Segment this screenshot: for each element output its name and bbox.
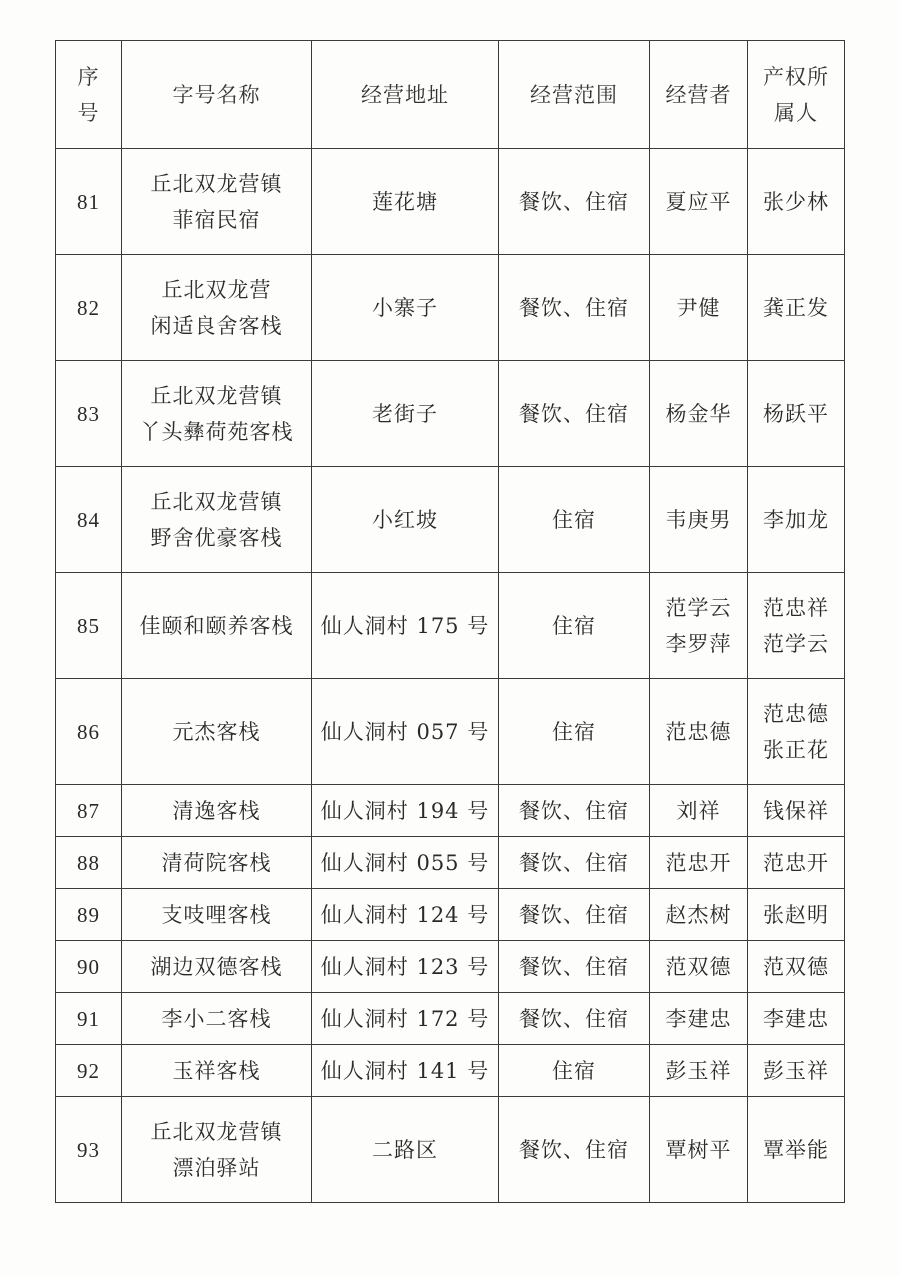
cell-name-line: 湖边双德客栈 [150, 954, 283, 979]
cell-operator [650, 1097, 748, 1203]
cell-name [122, 837, 312, 889]
cell-address: 仙人洞村 175 号 [312, 573, 499, 679]
cell-seq: 90 [56, 941, 122, 993]
cell-operator [650, 1045, 748, 1097]
table-row [56, 255, 845, 361]
cell-seq: 86 [56, 679, 122, 785]
table-row [56, 837, 845, 889]
cell-address: 小红坡 [312, 467, 499, 573]
cell-name-line: 元杰客栈 [172, 719, 261, 744]
cell-operator [650, 785, 748, 837]
cell-address: 仙人洞村 141 号 [312, 1045, 499, 1097]
cell-name [122, 1045, 312, 1097]
table-row [56, 361, 845, 467]
cell-name [122, 993, 312, 1045]
cell-scope: 餐饮、住宿 [499, 837, 650, 889]
cell-owner-line: 范忠开 [763, 850, 829, 875]
cell-scope: 餐饮、住宿 [499, 941, 650, 993]
cell-address: 仙人洞村 055 号 [312, 837, 499, 889]
table-row [56, 785, 845, 837]
cell-name [122, 1097, 312, 1203]
cell-operator [650, 941, 748, 993]
cell-owner [748, 1045, 845, 1097]
table-row [56, 467, 845, 573]
cell-owner-line: 钱保祥 [763, 798, 829, 823]
table-row [56, 889, 845, 941]
cell-seq: 89 [56, 889, 122, 941]
cell-address: 二路区 [312, 1097, 499, 1203]
cell-address: 仙人洞村 194 号 [312, 785, 499, 837]
cell-operator-line: 彭玉祥 [665, 1058, 732, 1083]
cell-scope: 餐饮、住宿 [499, 255, 650, 361]
cell-owner [748, 1097, 845, 1203]
cell-operator [650, 467, 748, 573]
cell-name [122, 467, 312, 573]
table-row [56, 993, 845, 1045]
cell-name-line: 佳颐和颐养客栈 [139, 613, 294, 638]
header-scope: 经营范围 [499, 41, 650, 149]
cell-owner [748, 255, 845, 361]
cell-owner-line: 覃举能 [763, 1137, 829, 1162]
cell-name-line: 丘北双龙营镇 [150, 171, 283, 196]
cell-name-line: 丘北双龙营 [161, 277, 272, 302]
cell-name-line: 漂泊驿站 [172, 1155, 261, 1180]
cell-name-line: 玉祥客栈 [172, 1058, 261, 1083]
cell-owner-line: 李加龙 [763, 507, 829, 532]
header-name: 字号名称 [122, 41, 312, 149]
cell-operator-line: 夏应平 [665, 189, 732, 214]
cell-owner [748, 679, 845, 785]
cell-name [122, 361, 312, 467]
cell-name [122, 255, 312, 361]
table-row [56, 1097, 845, 1203]
cell-scope: 餐饮、住宿 [499, 361, 650, 467]
cell-name-line: 清逸客栈 [172, 798, 261, 823]
cell-name [122, 679, 312, 785]
cell-operator-line: 范学云 [665, 595, 732, 620]
cell-seq: 92 [56, 1045, 122, 1097]
cell-name-line: 菲宿民宿 [172, 207, 261, 232]
header-owner: 产权所 属人 [748, 41, 845, 149]
cell-owner-line: 龚正发 [763, 295, 829, 320]
table-row [56, 149, 845, 255]
cell-owner-line: 李建忠 [763, 1006, 829, 1031]
cell-address: 仙人洞村 123 号 [312, 941, 499, 993]
table-row [56, 1045, 845, 1097]
cell-owner [748, 149, 845, 255]
header-seq: 序 号 [56, 41, 122, 149]
cell-owner-line: 彭玉祥 [763, 1058, 829, 1083]
cell-operator-line: 尹健 [676, 295, 721, 320]
cell-operator-line: 赵杰树 [665, 902, 732, 927]
cell-address: 老街子 [312, 361, 499, 467]
cell-scope: 餐饮、住宿 [499, 149, 650, 255]
cell-name-line: 丫头彝荷苑客栈 [139, 419, 294, 444]
business-register-table [55, 40, 845, 1203]
cell-name-line: 丘北双龙营镇 [150, 383, 283, 408]
cell-operator-line: 范忠开 [665, 850, 732, 875]
cell-owner [748, 941, 845, 993]
cell-name-line: 清荷院客栈 [161, 850, 272, 875]
cell-name [122, 573, 312, 679]
cell-owner-line: 范忠祥 [763, 595, 829, 620]
cell-owner-line: 范双德 [763, 954, 829, 979]
cell-seq: 85 [56, 573, 122, 679]
cell-address: 莲花塘 [312, 149, 499, 255]
cell-operator [650, 993, 748, 1045]
cell-owner-line: 张正花 [763, 737, 829, 762]
cell-operator [650, 255, 748, 361]
cell-operator-line: 覃树平 [665, 1137, 732, 1162]
cell-operator-line: 范忠德 [665, 719, 732, 744]
cell-seq: 84 [56, 467, 122, 573]
cell-owner-line: 张赵明 [763, 902, 829, 927]
cell-address: 仙人洞村 172 号 [312, 993, 499, 1045]
cell-operator-line: 范双德 [665, 954, 732, 979]
table-row [56, 573, 845, 679]
cell-owner-line: 张少林 [763, 189, 829, 214]
cell-operator [650, 573, 748, 679]
table-header-row [56, 41, 845, 149]
cell-name [122, 785, 312, 837]
cell-seq: 81 [56, 149, 122, 255]
cell-operator [650, 361, 748, 467]
table-row [56, 941, 845, 993]
cell-name-line: 闲适良舍客栈 [150, 313, 283, 338]
cell-owner [748, 785, 845, 837]
cell-seq: 93 [56, 1097, 122, 1203]
cell-operator [650, 149, 748, 255]
cell-seq: 83 [56, 361, 122, 467]
cell-operator [650, 679, 748, 785]
cell-scope: 住宿 [499, 1045, 650, 1097]
header-address: 经营地址 [312, 41, 499, 149]
cell-scope: 餐饮、住宿 [499, 1097, 650, 1203]
cell-address: 小寨子 [312, 255, 499, 361]
cell-seq: 82 [56, 255, 122, 361]
cell-owner [748, 889, 845, 941]
cell-name-line: 野舍优豪客栈 [150, 525, 283, 550]
cell-owner [748, 573, 845, 679]
cell-name-line: 李小二客栈 [161, 1006, 272, 1031]
cell-operator-line: 杨金华 [665, 401, 732, 426]
cell-owner [748, 837, 845, 889]
cell-operator [650, 837, 748, 889]
cell-scope: 住宿 [499, 573, 650, 679]
table-body [56, 149, 845, 1203]
cell-name-line: 支吱哩客栈 [161, 902, 272, 927]
cell-scope: 住宿 [499, 679, 650, 785]
cell-operator-line: 李建忠 [665, 1006, 732, 1031]
cell-owner [748, 467, 845, 573]
cell-name [122, 941, 312, 993]
cell-operator-line: 李罗萍 [665, 631, 732, 656]
cell-scope: 餐饮、住宿 [499, 785, 650, 837]
cell-owner-line: 范学云 [763, 631, 829, 656]
cell-name [122, 149, 312, 255]
cell-owner [748, 993, 845, 1045]
cell-name [122, 889, 312, 941]
cell-seq: 88 [56, 837, 122, 889]
cell-scope: 餐饮、住宿 [499, 889, 650, 941]
table-row [56, 679, 845, 785]
cell-seq: 91 [56, 993, 122, 1045]
cell-seq: 87 [56, 785, 122, 837]
cell-address: 仙人洞村 124 号 [312, 889, 499, 941]
cell-operator-line: 韦庚男 [665, 507, 732, 532]
cell-scope: 住宿 [499, 467, 650, 573]
cell-operator-line: 刘祥 [676, 798, 721, 823]
cell-owner-line: 杨跃平 [763, 401, 829, 426]
cell-address: 仙人洞村 057 号 [312, 679, 499, 785]
cell-owner-line: 范忠德 [763, 701, 829, 726]
cell-name-line: 丘北双龙营镇 [150, 489, 283, 514]
cell-owner [748, 361, 845, 467]
cell-name-line: 丘北双龙营镇 [150, 1119, 283, 1144]
cell-scope: 餐饮、住宿 [499, 993, 650, 1045]
header-operator: 经营者 [650, 41, 748, 149]
cell-operator [650, 889, 748, 941]
